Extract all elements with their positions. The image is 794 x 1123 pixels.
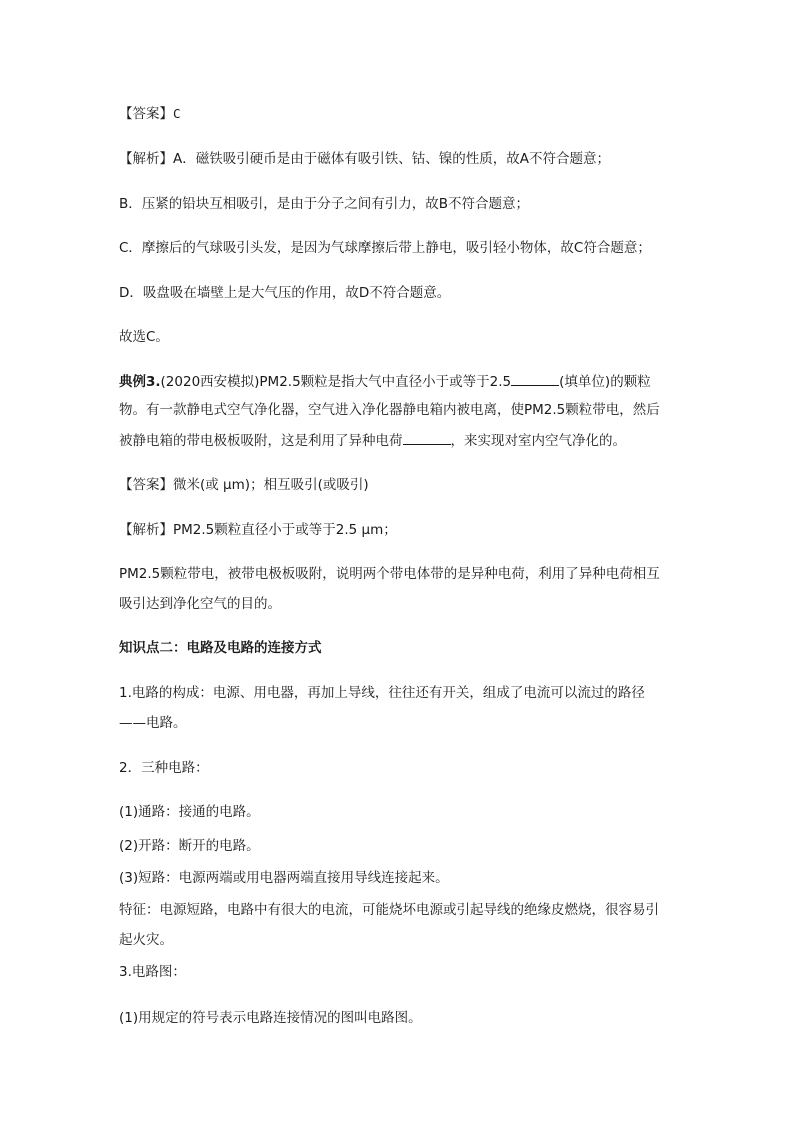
answer-label: 【答案】 — [119, 477, 173, 493]
analysis-label: 【解析】 — [119, 151, 173, 167]
fill-blank-effect — [403, 430, 451, 445]
example-label: 典例3. — [119, 374, 161, 390]
analysis-label: 【解析】 — [119, 522, 173, 538]
item2-2: (2)开路：断开的电路。 — [119, 838, 260, 854]
item2-1: (1)通路：接通的电路。 — [119, 804, 260, 820]
fill-blank-unit — [511, 371, 559, 386]
item2-3: (3)短路：电源两端或用电器两端直接用导线连接起来。 — [119, 870, 449, 886]
example3-line3 — [119, 430, 626, 451]
answer-value: 微米(或 μm)；相互吸引(或吸引) — [173, 477, 369, 493]
example-text-a: (2020西安模拟)PM2.5颗粒是指大气中直径小于或等于2.5 — [160, 374, 512, 390]
example3-answer — [119, 475, 369, 495]
example-text-b: (填单位)的颗粒 — [559, 374, 651, 390]
answer-label: 【答案】 — [119, 106, 173, 122]
example-text-d: ，来实现对室内空气净化的。 — [450, 433, 626, 449]
q2-analysis-b: B．压紧的铅块互相吸引，是由于分子之间有引力，故B不符合题意； — [119, 196, 530, 212]
item1-line1: 1.电路的构成：电源、用电器，再加上导线，往往还有开关，组成了电流可以流过的路径 — [119, 685, 645, 701]
example3-analysis-1 — [119, 520, 397, 540]
example3-analysis-3: 吸引达到净化空气的目的。 — [119, 596, 281, 612]
q2-analysis-d: D．吸盘吸在墙壁上是大气压的作用，故D不符合题意。 — [119, 285, 451, 301]
q2-analysis-a — [119, 149, 610, 169]
q2-answer — [119, 104, 181, 124]
item2: 2．三种电路： — [119, 760, 209, 776]
feature-line1: 特征：电源短路，电路中有很大的电流，可能烧坏电源或引起导线的绝缘皮燃烧，很容易引 — [119, 902, 659, 918]
q2-analysis-c: C．摩擦后的气球吸引头发，是因为气球摩擦后带上静电，吸引轻小物体，故C符合题意； — [119, 240, 651, 256]
item3: 3.电路图： — [119, 964, 186, 980]
example3-line1 — [119, 371, 651, 392]
example3-analysis-2: PM2.5颗粒带电，被带电极板吸附，说明两个带电体带的是异种电荷，利用了异种电荷相互 — [119, 566, 660, 582]
item1-line2: ——电路。 — [119, 715, 187, 731]
analysis-text: A．磁铁吸引硬币是由于磁体有吸引铁、钴、镍的性质，故A不符合题意； — [173, 151, 610, 167]
analysis-text: PM2.5颗粒直径小于或等于2.5 μm； — [173, 522, 397, 538]
answer-value: C — [173, 106, 181, 121]
item3-1: (1)用规定的符号表示电路连接情况的图叫电路图。 — [119, 1010, 422, 1026]
q2-conclusion: 故选C。 — [119, 329, 169, 345]
section-heading: 知识点二：电路及电路的连接方式 — [119, 640, 322, 656]
example3-line2: 物。有一款静电式空气净化器，空气进入净化器静电箱内被电离，使PM2.5颗粒带电，然后 — [119, 402, 660, 418]
feature-line2: 起火灾。 — [119, 932, 173, 948]
example-text-c: 被静电箱的带电极板吸附，这是利用了异种电荷 — [119, 433, 403, 449]
